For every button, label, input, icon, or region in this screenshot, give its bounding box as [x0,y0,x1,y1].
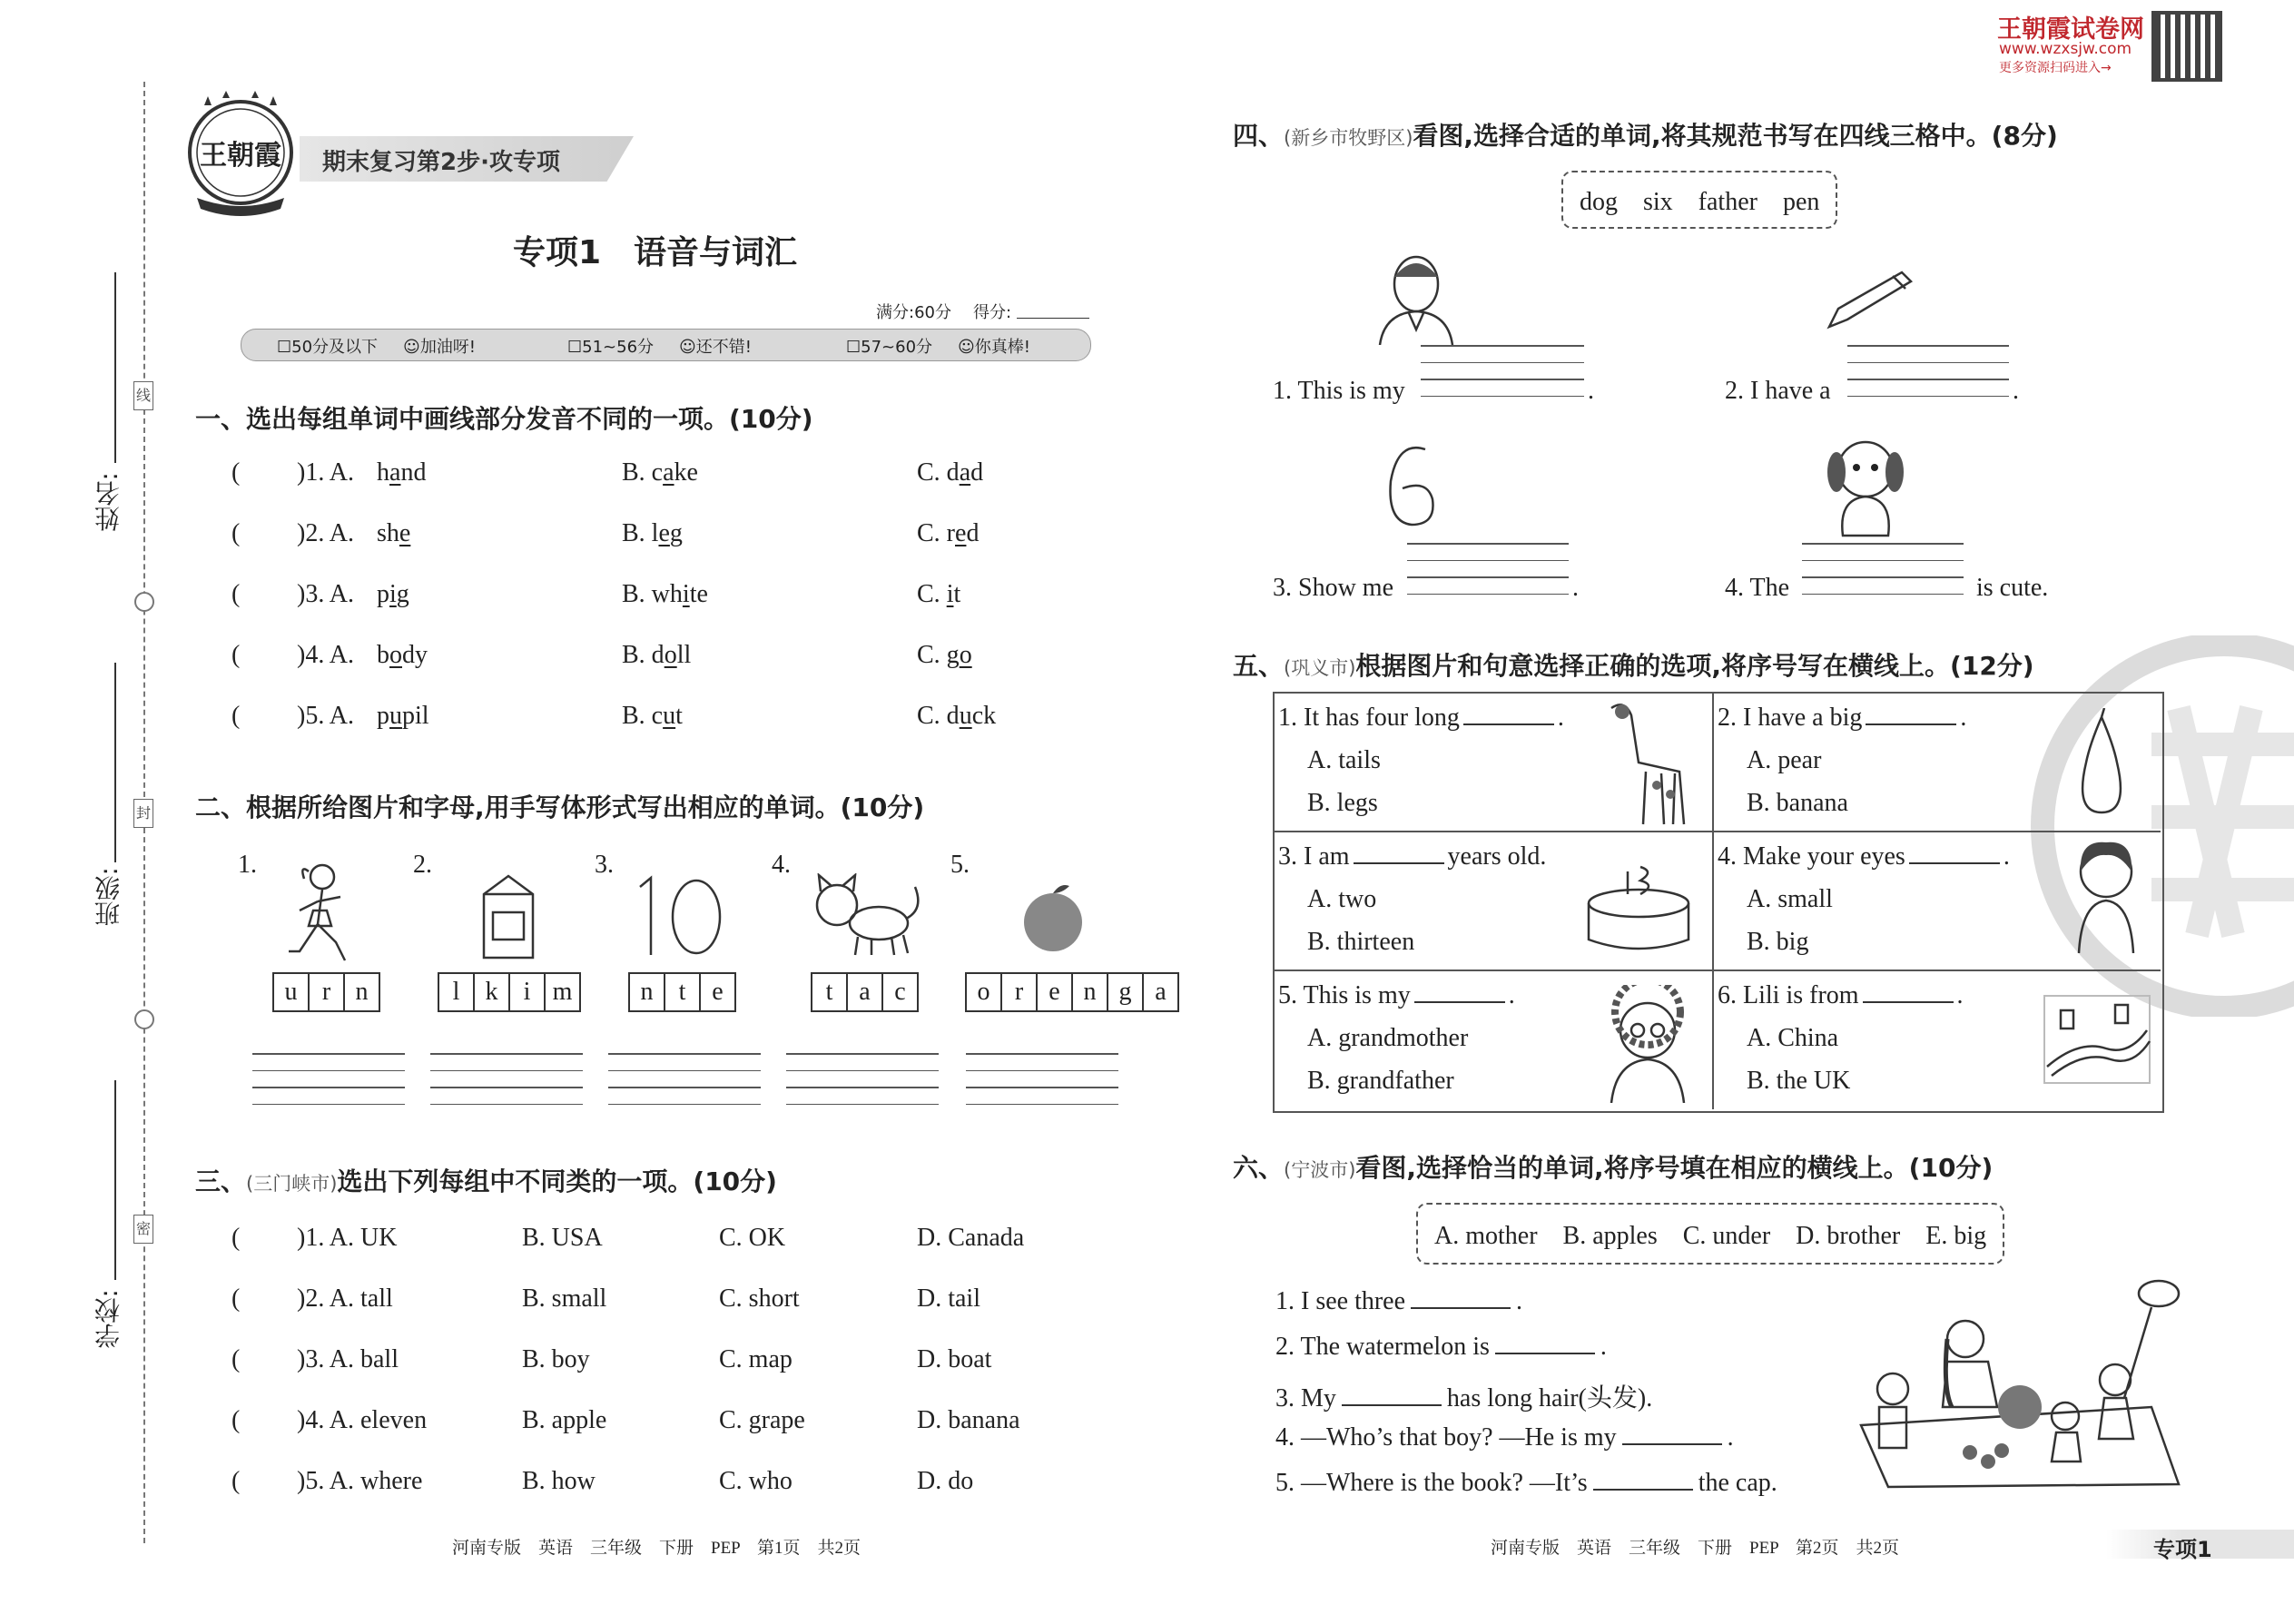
s6-sentence [1275,1333,1607,1362]
s3-option-b: B. boy [522,1345,590,1373]
underlined-letter: u [663,702,676,730]
writing-lines[interactable] [1407,543,1569,594]
sentence-text: 3. My [1275,1384,1336,1412]
s3-option-c: C. grape [719,1406,805,1434]
word-part: d [970,458,984,487]
s5-question [1278,842,1546,871]
s1-option-a [377,519,410,548]
site-url[interactable]: www.wzxsjw.com [1999,40,2132,58]
scrambled-letter: l [438,972,475,1012]
s3-option-a: )1. A. UK [297,1224,398,1252]
brand-logo-text: 王朝霞 [200,140,281,172]
s1-option-a [377,641,428,670]
scrambled-letter: k [473,972,510,1012]
footer-left: 河南专版 英语 三年级 下册 PEP 第1页 共2页 [452,1539,861,1558]
s5-question: 5. This is my . [1278,981,1515,1009]
cut-mark-seal: 封 [133,799,153,828]
scrambled-letter: n [628,972,665,1012]
s1-option-b [622,580,708,609]
s6-options-box: A. mother B. apples C. under D. brother E. big [1416,1203,2004,1265]
s5-heading-text: 根据图片和句意选择正确的选项,将序号写在横线上。(12分) [1355,651,2034,681]
s5-option-b: B. grandfather [1307,1067,1454,1095]
s1-item-number: )4. A. [297,641,354,669]
writing-lines[interactable] [1847,345,2009,396]
s4-sentence-suffix: . [1588,377,1594,405]
s5-question: 6. Lili is from . [1718,981,1964,1009]
scrambled-letter: i [508,972,546,1012]
underlined-letter: e [399,519,411,547]
s5-table-divider [1273,969,2161,971]
word-part: t [953,580,961,608]
sentence-text: 5. —Where is the book? —It’s [1275,1469,1588,1497]
underlined-letter: a [389,458,401,487]
answer-bracket[interactable]: ( [231,580,241,608]
s3-region: (三门峡市) [246,1173,338,1195]
s4-word-bank: dog six father pen [1561,171,1837,229]
scrambled-letter: e [699,972,736,1012]
word-part: C. g [917,641,960,669]
answer-blank[interactable] [1414,1001,1505,1003]
word-part: nd [400,458,427,487]
class-line[interactable] [114,663,116,862]
sentence-text: . [1600,1333,1607,1361]
s5-heading [1233,646,2034,683]
underlined-letter: i [389,580,397,608]
underlined-letter: a [959,458,971,487]
word-part: pil [402,702,429,730]
s4-sentence-prefix: 3. Show me [1273,574,1393,602]
number-six-image [1371,436,1452,539]
word-part: sh [377,519,399,547]
s5-option-a: A. grandmother [1307,1024,1469,1052]
word-part: t [675,702,683,730]
word-part: B. wh [622,580,683,608]
s1-item-number: )5. A. [297,702,354,730]
scrambled-letter: e [1036,972,1073,1012]
birthday-cake-image [1584,853,1693,957]
letter-box-group [965,972,1177,1012]
s3-option-d: D. tail [917,1284,980,1313]
s6-region: (宁波市) [1284,1159,1356,1181]
scrambled-letter: u [272,972,310,1012]
smile-icon: ☺ [679,338,696,357]
s1-item-number: )3. A. [297,580,354,608]
word-part: d [966,519,980,547]
answer-blank[interactable] [1354,862,1444,864]
s3-option-d: D. boat [917,1345,992,1373]
s3-option-c: C. short [719,1284,800,1313]
s1-option-a [377,702,429,731]
s1-option-a [377,458,426,487]
s6-sentence [1275,1469,1777,1498]
s1-option-a [377,580,409,609]
scrambled-letter: t [811,972,848,1012]
name-line[interactable] [114,272,116,463]
s3-heading [195,1162,777,1198]
s1-heading: 一、选出每组单词中画线部分发音不同的一项。(10分) [195,404,813,434]
s5-option-b: B. banana [1747,789,1848,817]
s1-item-number: )2. A. [297,519,354,547]
sentence-text: 2. The watermelon is [1275,1333,1490,1361]
answer-bracket[interactable]: ( [231,458,241,487]
school-line[interactable] [114,1080,116,1280]
writing-lines[interactable] [786,1053,939,1104]
s4-sentence-prefix: 2. I have a [1725,377,1831,405]
word-part: C. d [917,702,960,730]
binding-hole [134,1009,154,1029]
word-part: te [689,580,708,608]
word-part: h [377,458,389,487]
s2-item-number: 3. [595,851,614,879]
letter-box-group [438,972,579,1012]
s2-item-number: 5. [950,851,970,879]
s2-heading: 二、根据所给图片和字母,用手写体形式写出相应的单词。(10分) [195,792,925,822]
question-text: 1. It has four long [1278,704,1460,732]
answer-bracket[interactable]: ( [231,1406,241,1434]
name-label: 姓名: [94,472,123,532]
underlined-letter: a [663,458,674,487]
s5-option-b: B. the UK [1747,1067,1851,1095]
underlined-letter: e [658,519,670,547]
s5-option-b: B. thirteen [1307,928,1415,956]
s1-option-c [917,702,996,731]
brand-logo [186,91,295,218]
s5-option-a: A. two [1307,885,1377,913]
writing-lines[interactable] [252,1053,405,1104]
s6-sentence [1275,1287,1522,1316]
word-part: ke [674,458,698,487]
s3-heading-prefix: 三、 [195,1166,247,1196]
score-label: 得分: [973,303,1012,322]
father-image [1371,250,1462,349]
scrambled-letter: c [881,972,919,1012]
s1-option-c [917,458,983,487]
s1-option-b [622,702,683,731]
s3-option-d: D. Canada [917,1224,1025,1252]
underlined-letter: u [389,702,402,730]
s1-option-b [622,519,683,548]
level-comment: 你真棒! [974,338,1031,357]
s4-heading-prefix: 四、 [1233,121,1285,151]
scrambled-letter: g [1107,972,1144,1012]
word-part: B. c [622,458,664,487]
answer-blank[interactable] [1866,723,1956,725]
underlined-letter: o [389,641,402,669]
s3-option-b: B. apple [522,1406,607,1434]
number-ten-image [631,873,731,963]
answer-bracket[interactable]: ( [231,519,241,547]
s1-option-b [622,458,698,487]
level-comment: 还不错! [695,338,753,357]
word-part: p [377,580,389,608]
level-range: 50分及以下 [291,338,379,357]
site-name[interactable]: 王朝霞试卷网 [1997,15,2144,44]
writing-lines[interactable] [608,1053,761,1104]
pen-image [1820,263,1920,335]
sentence-text: . [1516,1287,1523,1315]
s5-question: 1. It has four long . [1278,704,1564,732]
s3-option-a: )5. A. where [297,1467,423,1495]
question-text: 4. Make your eyes [1718,842,1905,871]
s5-option-a: A. China [1747,1024,1839,1052]
smile-icon: ☺ [958,338,975,357]
s5-option-a: A. pear [1747,746,1822,774]
word-part: C. d [917,458,960,487]
scrambled-letter: r [308,972,345,1012]
letter-box-group [272,972,379,1012]
s1-option-c [917,580,960,609]
scrambled-letter: m [544,972,581,1012]
orange-image [1017,881,1089,957]
s3-option-b: B. how [522,1467,596,1495]
s3-option-b: B. USA [522,1224,603,1252]
answer-blank[interactable] [1411,1307,1511,1309]
s4-sentence-suffix: . [2013,377,2019,405]
word-part: dy [402,641,428,669]
site-note: 更多资源扫码进入→ [1999,61,2112,75]
underlined-letter: e [955,519,967,547]
sentence-text: 4. —Who’s that boy? —He is my [1275,1423,1617,1452]
qr-code-icon[interactable] [2151,11,2222,82]
milk-carton-image [477,871,540,966]
s5-option-a: A. tails [1307,746,1381,774]
s1-option-c [917,641,972,670]
s4-sentence-prefix: 1. This is my [1273,377,1405,405]
s4-heading-text: 看图,选择合适的单词,将其规范书写在四线三格中。(8分) [1413,121,2058,151]
answer-bracket[interactable]: ( [231,1224,241,1252]
word-part: g [669,519,683,547]
s5-question: 4. Make your eyes . [1718,842,2010,871]
class-label: 班级: [94,867,123,927]
girl-eyes-image [2065,835,2147,957]
answer-blank[interactable] [1909,862,2000,864]
word-part: B. l [622,519,659,547]
scrambled-letter: n [1071,972,1108,1012]
question-text: 5. This is my [1278,981,1411,1009]
answer-bracket[interactable]: ( [231,1284,241,1313]
s3-heading-text: 选出下列每组中不同类的一项。(10分) [337,1166,777,1196]
s5-region: (巩义市) [1284,657,1356,679]
question-text: years old. [1447,842,1547,871]
s3-option-b: B. small [522,1284,607,1313]
writing-lines[interactable] [966,1053,1118,1104]
word-part: B. d [622,641,665,669]
s1-option-b [622,641,691,670]
underlined-letter: o [664,641,677,669]
answer-blank[interactable] [1622,1443,1722,1445]
level-range: 51~56分 [582,338,655,357]
level-range: 57~60分 [861,338,933,357]
s5-table-divider [1273,831,2161,832]
s5-option-a: A. small [1747,885,1833,913]
word-part: p [377,702,389,730]
checkbox-icon[interactable]: ☐ [846,338,861,357]
checkbox-icon[interactable]: ☐ [277,338,292,357]
word-part: B. c [622,702,664,730]
underlined-letter: i [946,580,954,608]
s6-sentence [1275,1378,1652,1414]
s1-item-number: )1. A. [297,458,354,487]
smile-icon: ☺ [403,338,420,357]
s3-option-d: D. do [917,1467,974,1495]
s3-option-a: )2. A. tall [297,1284,393,1313]
cut-mark-secret: 密 [133,1215,153,1244]
question-text: 6. Lili is from [1718,981,1859,1009]
word-part: C. [917,580,947,608]
s2-item-number: 4. [772,851,791,879]
score-level-1[interactable] [277,334,476,358]
s6-sentence [1275,1423,1734,1452]
answer-blank[interactable] [1342,1404,1442,1406]
great-wall-image [2043,994,2151,1088]
s4-region: (新乡市牧野区) [1284,127,1413,149]
footer-tab-label: 专项1 [2153,1537,2212,1562]
s5-option-b: B. big [1747,928,1809,956]
level-comment: 加油呀! [419,338,477,357]
s4-sentence-suffix: . [1572,574,1579,602]
scrambled-letter: r [1000,972,1038,1012]
s5-question: 2. I have a big . [1718,704,1967,732]
s3-option-d: D. banana [917,1406,1020,1434]
s5-option-b: B. legs [1307,789,1378,817]
s3-option-c: C. map [719,1345,793,1373]
letter-box-group [628,972,734,1012]
sentence-text: has long hair(头发). [1446,1384,1653,1412]
question-text: 3. I am [1278,842,1350,871]
s4-sentence-prefix: 4. The [1725,574,1790,602]
score-field[interactable] [1017,318,1089,319]
giraffe-image [1593,699,1702,830]
s5-table-divider [1712,692,1714,1109]
writing-lines[interactable] [1802,543,1964,594]
word-part: ck [971,702,997,730]
letter-box-group [811,972,917,1012]
running-girl-image [281,861,354,969]
s4-heading [1233,116,2058,153]
answer-bracket[interactable]: ( [231,1345,241,1373]
writing-lines[interactable] [430,1053,583,1104]
scrambled-letter: a [846,972,883,1012]
sentence-text: 1. I see three [1275,1287,1406,1315]
s3-option-a: )3. A. ball [297,1345,399,1373]
scrambled-letter: a [1142,972,1179,1012]
writing-lines[interactable] [1421,345,1584,396]
answer-bracket[interactable]: ( [231,702,241,730]
answer-blank[interactable] [1863,1001,1954,1003]
answer-bracket[interactable]: ( [231,1467,241,1495]
pear-image [2070,708,2133,821]
picnic-family-image [1852,1271,2188,1492]
puppy-image [1820,431,1911,544]
s2-item-number: 2. [413,851,432,879]
scrambled-letter: o [965,972,1002,1012]
s3-option-a: )4. A. eleven [297,1406,428,1434]
footer-right: 河南专版 英语 三年级 下册 PEP 第2页 共2页 [1491,1539,1900,1558]
s2-item-number: 1. [238,851,257,879]
scrambled-letter: t [664,972,701,1012]
answer-blank[interactable] [1495,1353,1595,1354]
word-part: C. r [917,519,955,547]
answer-bracket[interactable]: ( [231,641,241,669]
underlined-letter: u [959,702,972,730]
underlined-letter: i [682,580,690,608]
page-title: 专项1 语音与词汇 [513,234,798,271]
underlined-letter: o [959,641,972,669]
s3-option-c: C. who [719,1467,793,1495]
s5-heading-prefix: 五、 [1233,651,1285,681]
binding-hole [134,592,154,612]
grandmother-image [1598,985,1698,1107]
word-part: g [396,580,409,608]
question-text: 2. I have a big [1718,704,1863,732]
sentence-text: . [1727,1423,1734,1452]
answer-blank[interactable] [1593,1489,1693,1491]
cut-mark-line: 线 [133,381,153,410]
word-part: ll [676,641,692,669]
answer-blank[interactable] [1463,723,1554,725]
s4-sentence-suffix: is cute. [1976,574,2049,602]
s3-option-c: C. OK [719,1224,786,1252]
sentence-text: the cap. [1698,1469,1777,1497]
s6-heading [1233,1148,1993,1185]
score-level-3[interactable] [846,334,1030,358]
s6-heading-prefix: 六、 [1233,1153,1285,1183]
full-score: 满分:60分 [876,303,951,322]
s6-heading-text: 看图,选择恰当的单词,将序号填在相应的横线上。(10分) [1355,1153,1994,1183]
school-label: 学校: [94,1289,123,1349]
s1-option-c [917,519,979,548]
scrambled-letter: n [343,972,380,1012]
banner-text: 期末复习第2步·攻专项 [322,149,560,176]
score-level-2[interactable] [567,334,752,358]
word-part: b [377,641,389,669]
cat-image [808,873,926,963]
checkbox-icon[interactable]: ☐ [567,338,583,357]
